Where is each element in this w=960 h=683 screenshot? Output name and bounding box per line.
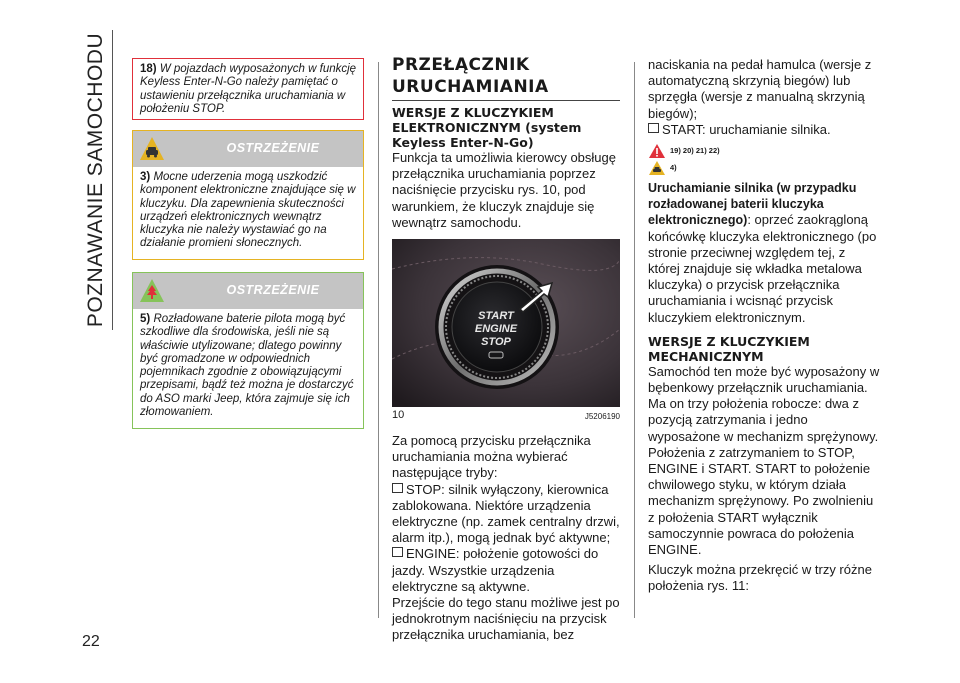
column-divider-2 — [634, 62, 635, 618]
engine-transition-paragraph: Przejście do tego stanu możliwe jest po jednokrotnym naciśnięciu na przycisk przełącznika uruchamiania, bez — [392, 595, 620, 643]
note-18-number: 18) — [140, 63, 157, 75]
middle-column — [392, 54, 620, 644]
mode-start-item — [648, 122, 880, 138]
emergency-start-title: Uruchamianie silnika (w przypadku rozładowanej baterii kluczyka elektronicznego) — [648, 181, 857, 228]
emergency-start-text: : oprzeć zaokrągloną końcówkę kluczyka elektronicznego (po stronie przeciwnej względem tej, z której znajduje się wkładka metalowa kluczyka) o przycisk przełącznika uruchamiania i wcisnąć przycisk kluczykiem elektronicznym. — [648, 212, 877, 325]
photo-label-engine: ENGINE — [474, 323, 518, 336]
section-title-line-2: URUCHAMIANIA — [392, 77, 549, 97]
photo-label-stop: STOP — [481, 336, 511, 349]
emergency-start-paragraph — [648, 180, 880, 326]
caution-box-3 — [132, 130, 364, 260]
caution-refs: 4) — [670, 163, 677, 173]
column-divider-1 — [378, 62, 379, 618]
ignition-button-photo — [392, 239, 620, 407]
mode-stop-item — [392, 482, 620, 547]
section-title-rule — [392, 100, 620, 101]
key-positions-paragraph: Kluczyk można przekręcić w trzy różne położenia rys. 11: — [648, 562, 872, 594]
caution-3-text: Mocne uderzenia mogą uszkodzić komponent elektroniczne znajdujące się w kluczyku. Dla zapewnienia skuteczności urządzeń elektronicznych wewnątrz kluczyka nie należy wystawiać go na działanie promieni słonecznych. — [140, 171, 356, 250]
subsection-title-keyless: WERSJE Z KLUCZYKIEM ELEKTRONICZNYM (system Keyless Enter-N-Go) — [392, 105, 582, 150]
figure-10-photo — [392, 239, 620, 407]
checkbox-bullet-icon — [648, 123, 659, 133]
intro-paragraph: Funkcja ta umożliwia kierowcy obsługę przełącznika uruchamiania poprzez naciśnięcie przycisku rys. 10, pod warunkiem, że kluczyk znajduje się wewnątrz samochodu. — [392, 150, 616, 230]
car-caution-icon — [648, 160, 666, 176]
section-title — [392, 54, 620, 98]
environment-5-number: 5) — [140, 313, 151, 325]
warning-triangle-icon — [648, 143, 666, 159]
subsection-title-mechanical: WERSJE Z KLUCZYKIEM MECHANICZNYM — [648, 333, 810, 364]
environment-header — [133, 273, 363, 309]
warning-refs: 19) 20) 21) 22) — [670, 146, 720, 156]
figure-10-caption — [392, 409, 620, 421]
note-box-18 — [132, 58, 364, 120]
caution-header — [133, 131, 363, 167]
page-number: 22 — [82, 633, 100, 650]
continuation-paragraph: naciskania na pedał hamulca (wersje z automatyczną skrzynią biegów) lub sprzęgła (wersje z manualną skrzynią biegów); — [648, 57, 872, 121]
mode-stop-text: STOP: silnik wyłączony, kierownica zablokowana. Niektóre urządzenia elektryczne (np. zamek centralny drzwi, alarm itp.), mogą jednak być aktywne; — [392, 481, 620, 546]
environment-5-text: Rozładowane baterie pilota mogą być szkodliwe dla środowiska, jeśli nie są właściwie utylizowane; dlatego powinny być gromadzone w odpowiednich pojemnikach zgodnie z obowiązującymi przepisami, bądź też można je dostarczyć do ASO marki Jeep, która zajmuje się ich złomowaniem. — [140, 313, 354, 419]
environment-5 — [133, 309, 363, 425]
figure-number: 10 — [392, 409, 405, 422]
warning-refs-row — [648, 142, 880, 159]
checkbox-bullet-icon — [392, 547, 403, 557]
mechanical-key-paragraph: Samochód ten może być wyposażony w bębenkowy przełącznik uruchamiania. Ma on trzy położenia robocze: dwa z pozycją zatrzymania i jedno wyposażone w mechanizm sprężynowy. Położenia z zatrzymaniem to STOP, ENGINE i START. START to położenie chwilowego styku, w którym działa mechanizm sprężynowy. Po zwolnieniu z położenia START wyłącznik samoczynnie powraca do położenia ENGINE. — [648, 363, 880, 558]
environment-title: OSTRZEŻENIE — [226, 283, 320, 297]
modes-intro: Za pomocą przycisku przełącznika uruchamiania można wybierać następujące tryby: — [392, 433, 591, 481]
note-18 — [133, 59, 363, 122]
figure-code: J5206190 — [584, 412, 620, 422]
note-18-text: W pojazdach wyposażonych w funkcję Keyless Enter-N-Go należy pamiętać o ustawieniu przełącznika uruchamiania w położeniu STOP. — [140, 63, 357, 115]
side-chapter-title — [82, 30, 112, 330]
right-column — [648, 57, 880, 595]
caution-title: OSTRZEŻENIE — [226, 141, 320, 155]
sidebar-divider — [112, 30, 113, 330]
caution-3 — [133, 167, 363, 257]
mode-engine-item — [392, 546, 620, 595]
caution-refs-row — [648, 159, 880, 176]
environment-box-5 — [132, 272, 364, 429]
section-title-line-1: PRZEŁĄCZNIK — [392, 55, 530, 75]
mode-start-text: START: uruchamianie silnika. — [662, 121, 831, 137]
photo-label-start: START — [478, 310, 514, 323]
checkbox-bullet-icon — [392, 483, 403, 493]
caution-3-number: 3) — [140, 171, 151, 183]
chapter-title-text: POZNAWANIE SAMOCHODU — [84, 32, 107, 328]
mode-engine-text: ENGINE: położenie gotowości do jazdy. Wszystkie urządzenia elektryczne są aktywne. — [392, 546, 599, 594]
